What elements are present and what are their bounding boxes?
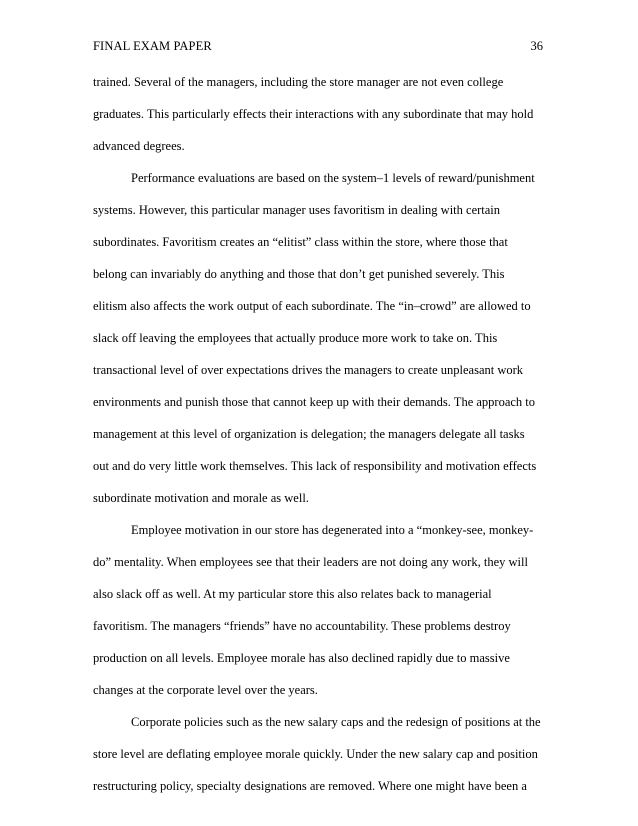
text-line: graduates. This particularly effects their interactions with any subordinate that may hold: [93, 107, 534, 121]
text-line: systems. However, this particular manager uses favoritism in dealing with certain: [93, 203, 501, 217]
page-number: 36: [530, 39, 543, 53]
running-head-title: FINAL EXAM PAPER: [93, 39, 212, 53]
text-line: trained. Several of the managers, including the store manager are not even college: [93, 75, 504, 89]
text-line: restructuring policy, specialty designations are removed. Where one might have been a: [93, 779, 527, 793]
text-line: subordinate motivation and morale as well.: [93, 491, 309, 505]
text-line: subordinates. Favoritism creates an “elitist” class within the store, where those that: [93, 235, 508, 249]
paragraph-first-line: Corporate policies such as the new salary caps and the redesign of positions at the: [131, 715, 541, 729]
text-line: out and do very little work themselves. This lack of responsibility and motivation effects: [93, 459, 537, 473]
text-line: environments and punish those that cannot keep up with their demands. The approach to: [93, 395, 536, 409]
text-line: belong can invariably do anything and those that don’t get punished severely. This: [93, 267, 505, 281]
text-line: store level are deflating employee morale quickly. Under the new salary cap and position: [93, 747, 538, 761]
text-line: transactional level of over expectations drives the managers to create unpleasant work: [93, 363, 524, 377]
text-line: advanced degrees.: [93, 139, 185, 153]
text-line: slack off leaving the employees that actually produce more work to take on. This: [93, 331, 498, 345]
text-line: favoritism. The managers “friends” have no accountability. These problems destroy: [93, 619, 511, 633]
text-line: production on all levels. Employee morale has also declined rapidly due to massive: [93, 651, 510, 665]
text-line: changes at the corporate level over the years.: [93, 683, 318, 697]
paragraph-first-line: Employee motivation in our store has degenerated into a “monkey-see, monkey-: [131, 523, 534, 537]
paragraph-first-line: Performance evaluations are based on the system–1 levels of reward/punishment: [131, 171, 535, 185]
text-line: elitism also affects the work output of each subordinate. The “in–crowd” are allowed to: [93, 299, 531, 313]
text-line: also slack off as well. At my particular store this also relates back to managerial: [93, 587, 492, 601]
text-line: do” mentality. When employees see that their leaders are not doing any work, they will: [93, 555, 528, 569]
text-line: management at this level of organization is delegation; the managers delegate all tasks: [93, 427, 525, 441]
